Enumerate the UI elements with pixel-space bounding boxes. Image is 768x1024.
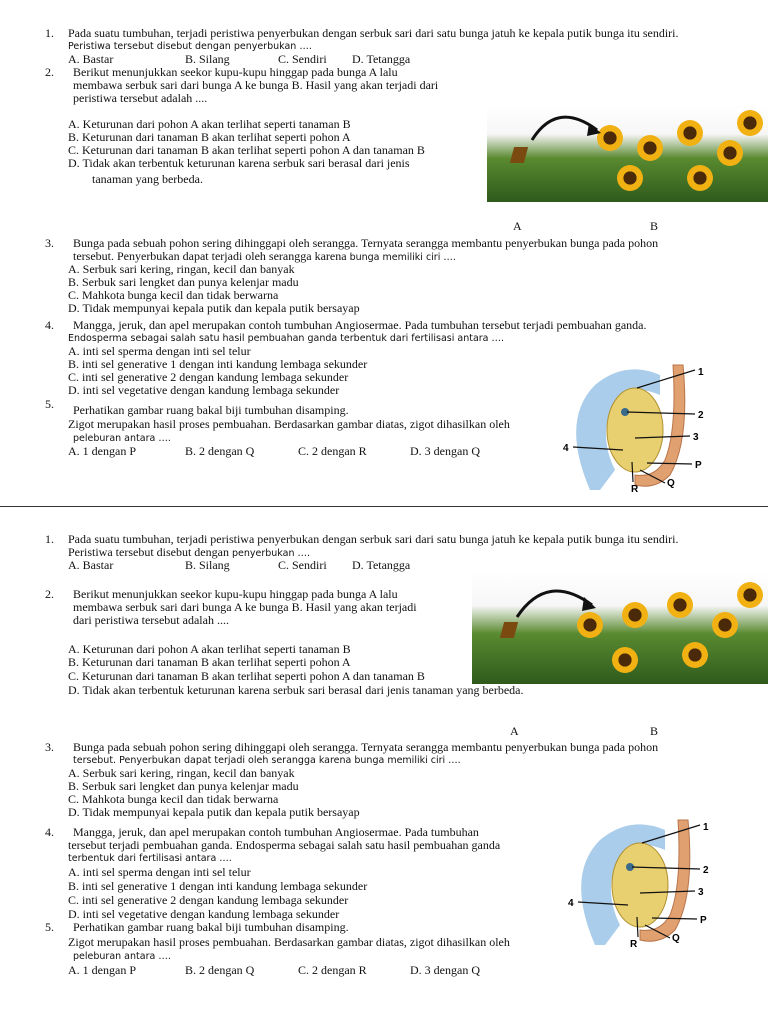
b-q1-number: 1. [45,532,54,546]
b-q1-text: Pada suatu tumbuhan, terjadi peristiwa penyerbukan dengan serbuk sari dari satu bunga jatuh ke kepala putik bunga itu sendiri. [68,532,679,546]
q1-number: 1. [45,26,54,40]
q3-option-a: A. Serbuk sari kering, ringan, kecil dan banyak [68,262,295,276]
b-q3-number: 3. [45,740,54,754]
q3-number: 3. [45,236,54,250]
q1-option-b: B. Silang [185,52,230,66]
b-q3-line-2: tersebut. Penyerbukan dapat terjadi oleh serangga karena bunga memiliki ciri …. [73,755,461,766]
b-arrow-icon [512,577,602,622]
b-butterfly [500,622,518,638]
b-ovule-diagram [560,815,720,955]
diagram-label-p: P [695,460,702,471]
b-diagram-label-3: 3 [698,887,704,898]
diagram-label-q: Q [667,478,675,489]
b-q4-line-1: Mangga, jeruk, dan apel merupakan contoh tumbuhan Angiosermae. Pada tumbuhan [73,825,479,839]
b-q2-line-1: Berikut menunjukkan seekor kupu-kupu hinggap pada bunga A lalu [73,587,398,601]
b-q3-option-a: A. Serbuk sari kering, ringan, kecil dan banyak [68,766,295,780]
b-q2-option-a: A. Keturunan dari pohon A akan terlihat seperti tanaman B [68,642,351,656]
q5-option-c: C. 2 dengan R [298,444,367,458]
b-diagram-label-2: 2 [703,865,709,876]
b-diagram-label-r: R [630,939,638,950]
q3-option-c: C. Mahkota bunga kecil dan tidak berwarna [68,288,279,302]
b-q1-option-c: C. Sendiri [278,558,327,572]
q1-text-2: Peristiwa tersebut disebut dengan penyerbukan …. [68,41,312,52]
q4-number: 4. [45,318,54,332]
q3-line-1: Bunga pada sebuah pohon sering dihinggapi oleh serangga. Ternyata serangga membantu penyerbukan bunga pada pohon [73,236,659,250]
b-diagram-label-p: P [700,915,707,926]
q1-option-c: C. Sendiri [278,52,327,66]
diagram-label-3: 3 [693,432,699,443]
b-q5-line-3: peleburan antara …. [73,951,171,962]
b-q4-option-b: B. inti sel generative 1 dengan inti kandung lembaga sekunder [68,879,368,893]
b-q1-text-2b: penyerbukan …. [231,548,311,559]
q4-line-2: Endosperma sebagai salah satu hasil pembuahan ganda terbentuk dari fertilisasi antara …. [68,333,505,344]
b-q1-option-b: B. Silang [185,558,230,572]
q4-option-b: B. inti sel generative 1 dengan inti kandung lembaga sekunder [68,357,368,371]
b-q2-option-b: B. Keturunan dari tanaman B akan terlihat seperti pohon A [68,655,351,669]
b-q2-option-c: C. Keturunan dari tanaman B akan terlihat seperti pohon A dan tanaman B [68,669,425,683]
b-q4-option-a: A. inti sel sperma dengan inti sel telur [68,865,251,879]
b-q1-text-2a: Peristiwa tersebut disebut dengan [68,545,232,559]
q2-option-d: D. Tidak akan terbentuk keturunan karena serbuk sari berasal dari jenis [68,156,410,170]
q5-option-d: D. 3 dengan Q [410,444,480,458]
q5-line-3: peleburan antara …. [73,433,171,444]
b-diagram-label-1: 1 [703,822,709,833]
q1-text: Pada suatu tumbuhan, terjadi peristiwa penyerbukan dengan serbuk sari dari satu bunga jatuh ke kepala putik bunga itu sendiri. [68,26,679,40]
q4-option-d: D. inti sel vegetative dengan kandung lembaga sekunder [68,383,340,397]
b-q3-option-d: D. Tidak mempunyai kepala putik dan kepala putik bersayap [68,805,360,819]
b-q4-number: 4. [45,825,54,839]
b-q5-line-1: Perhatikan gambar ruang bakal biji tumbuhan disamping. [73,920,349,934]
b-q5-option-d: D. 3 dengan Q [410,963,480,977]
q2-number: 2. [45,65,54,79]
b-q3-option-b: B. Serbuk sari lengket dan punya kelenjar madu [68,779,299,793]
q2-option-c: C. Keturunan dari tanaman B akan terlihat seperti pohon A dan tanaman B [68,143,425,157]
b-q1-option-d: D. Tetangga [352,558,411,572]
q2-line-2: membawa serbuk sari dari bunga A ke bunga B. Hasil yang akan terjadi dari [73,78,439,92]
q4-option-c: C. inti sel generative 2 dengan kandung lembaga sekunder [68,370,349,384]
b-diagram-label-q: Q [672,933,680,944]
q3-line-2a: tersebut. Penyerbukan dapat terjadi oleh serangga karena [73,249,350,263]
b-q3-option-c: C. Mahkota bunga kecil dan tidak berwarna [68,792,279,806]
q2-option-a: A. Keturunan dari pohon A akan terlihat seperti tanaman B [68,117,351,131]
q1-option-d: D. Tetangga [352,52,411,66]
b-diagram-label-4: 4 [568,898,574,909]
diagram-label-2: 2 [698,410,704,421]
label-flower-a: A [513,219,522,233]
b-q2-option-d: D. Tidak akan terbentuk keturunan karena serbuk sari berasal dari jenis tanaman yang berbeda. [68,683,524,697]
b-q5-number: 5. [45,920,54,934]
b-q3-line-1: Bunga pada sebuah pohon sering dihinggapi oleh serangga. Ternyata serangga membantu penyerbukan bunga pada pohon [73,740,659,754]
ovule-diagram [555,360,715,500]
q4-option-a: A. inti sel sperma dengan inti sel telur [68,344,251,358]
butterfly [510,147,528,163]
q2-option-d-cont: tanaman yang berbeda. [92,172,203,186]
q4-line-1: Mangga, jeruk, dan apel merupakan contoh tumbuhan Angiosermae. Pada tumbuhan tersebut terjadi pembuahan ganda. [73,318,647,332]
q2-line-3: peristiwa tersebut adalah .... [73,91,208,105]
q2-line-1: Berikut menunjukkan seekor kupu-kupu hinggap pada bunga A lalu [73,65,398,79]
sunflower-butterfly-image [487,105,768,202]
b-q4-line-3: terbentuk dari fertilisasi antara …. [68,853,232,864]
b-q2-line-2: membawa serbuk sari dari bunga A ke bunga B. Hasil yang akan terjadi [73,600,417,614]
b-q1-option-a: A. Bastar [68,558,114,572]
b-q2-line-3: dari peristiwa tersebut adalah .... [73,613,229,627]
b-q4-line-2: tersebut terjadi pembuahan ganda. Endosperma sebagai salah satu hasil pembuahan ganda [68,838,501,852]
b-sunflower-butterfly-image [472,572,768,684]
b-q4-option-d: D. inti sel vegetative dengan kandung lembaga sekunder [68,907,340,921]
q5-number: 5. [45,397,54,411]
q5-line-2: Zigot merupakan hasil proses pembuahan. Berdasarkan gambar diatas, zigot dihasilkan oleh [68,417,510,431]
label-flower-b: B [650,219,659,233]
b-q4-option-c: C. inti sel generative 2 dengan kandung lembaga sekunder [68,893,349,907]
b-q5-option-b: B. 2 dengan Q [185,963,255,977]
q3-option-b: B. Serbuk sari lengket dan punya kelenjar madu [68,275,299,289]
b-q5-option-c: C. 2 dengan R [298,963,367,977]
diagram-label-4: 4 [563,443,569,454]
b-q5-option-a: A. 1 dengan P [68,963,136,977]
b-q2-number: 2. [45,587,54,601]
q3-option-d: D. Tidak mempunyai kepala putik dan kepala putik bersayap [68,301,360,315]
q5-line-1: Perhatikan gambar ruang bakal biji tumbuhan disamping. [73,403,349,417]
arrow-icon [527,105,607,145]
q3-line-2b: bunga memiliki ciri …. [349,252,456,263]
section-divider [0,506,768,507]
q1-option-a: A. Bastar [68,52,114,66]
b-q5-line-2: Zigot merupakan hasil proses pembuahan. Berdasarkan gambar diatas, zigot dihasilkan oleh [68,935,510,949]
q2-option-b: B. Keturunan dari tanaman B akan terlihat seperti pohon A [68,130,351,144]
diagram-label-r: R [631,484,639,495]
b-label-flower-a: A [510,724,519,738]
q5-option-a: A. 1 dengan P [68,444,136,458]
q5-option-b: B. 2 dengan Q [185,444,255,458]
b-label-flower-b: B [650,724,659,738]
diagram-label-1: 1 [698,367,704,378]
